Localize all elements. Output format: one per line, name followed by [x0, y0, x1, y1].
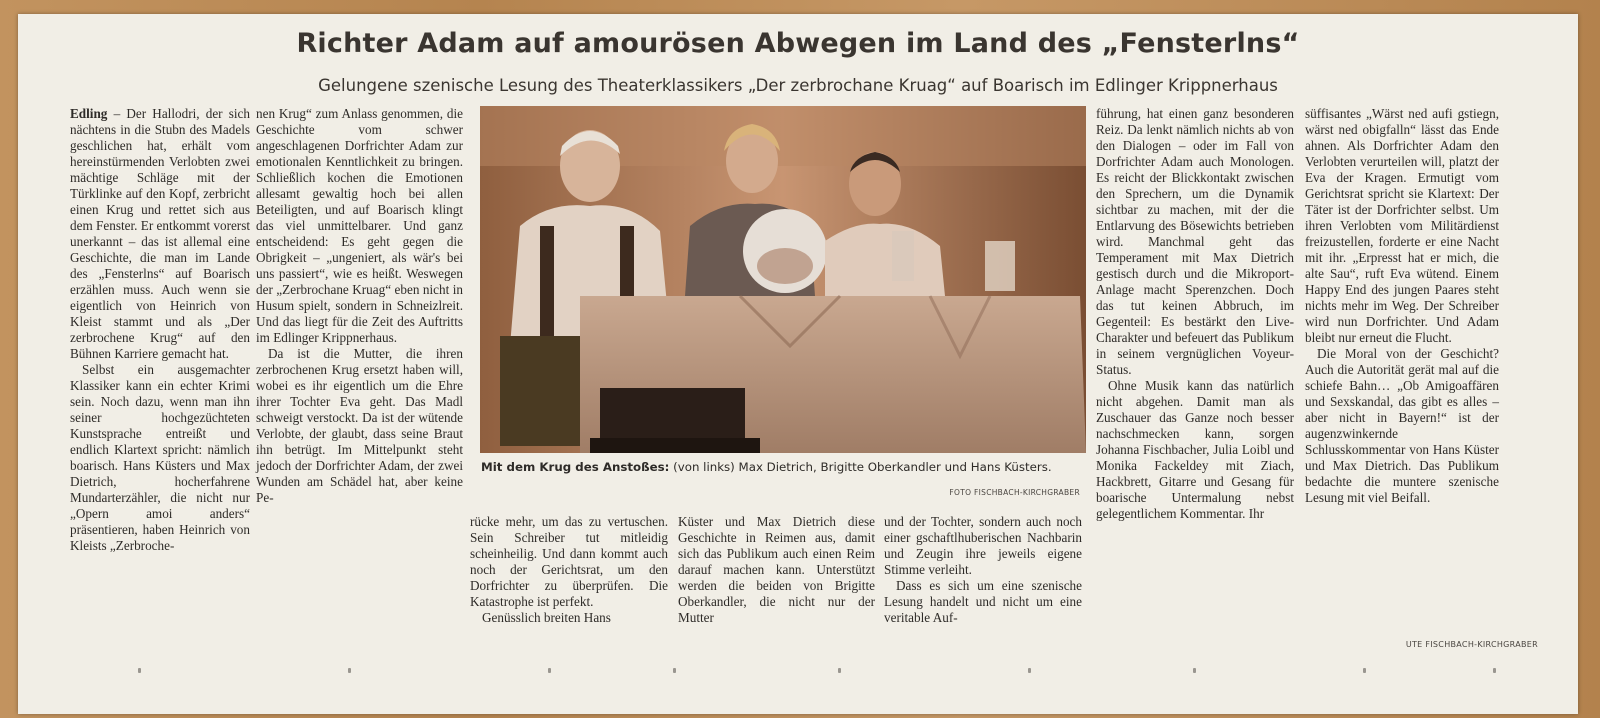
- perforation-mark: [1193, 668, 1196, 673]
- paragraph: Da ist die Mutter, die ihren zerbrochenen Krug ersetzt haben will, wobei es ihr eigentlich um die Ehre ihrer Tochter Eva geht. Das Madl schweigt verstockt. Da ist der wütende Verlobte, der glaubt, dass seine Braut ihn betrügt. Im Mittelpunkt steht jedoch der Dorfrichter Adam, der zwei Wunden am Schädel hat, aber keine Pe-: [256, 346, 463, 505]
- article-column-7: [1305, 106, 1499, 506]
- perforation-mark: [838, 668, 841, 673]
- paragraph: und der Tochter, sondern auch noch einer gschaftlhuberischen Nachbarin und Zeugin ihre jeweils eigene Stimme verleiht.: [884, 514, 1082, 577]
- newspaper-clipping: [18, 14, 1578, 714]
- perforation-mark: [1028, 668, 1031, 673]
- photo-caption: [481, 459, 1084, 475]
- perforation-mark: [673, 668, 676, 673]
- caption-lead: Mit dem Krug des Anstoßes:: [481, 460, 670, 474]
- article-headline: Richter Adam auf amourösen Abwegen im Land des „Fensterlns“: [296, 28, 1300, 59]
- paragraph: Die Moral von der Geschicht? Auch die Autorität gerät mal auf die schiefe Bahn… „Ob Amigoaffären und Sexskandal, das gibt es alles – aber nicht in Bayern!“ ist der augenzwinkernde Schlusskommentar von Hans Küster und Max Dietrich. Das Publikum bedachte die muntere szenische Lesung mit viel Beifall.: [1305, 346, 1499, 505]
- perforation-mark: [1363, 668, 1366, 673]
- dateline: Edling: [70, 106, 108, 121]
- article-column-3: [470, 514, 668, 626]
- perforation-mark: [138, 668, 141, 673]
- paragraph-text: – Der Hallodri, der sich nächtens in die Stubn des Madels geschlichen hat, erhält vom hereinstürmenden Verlobten zwei mächtige Schläge mit der Türklinke auf den Kopf, zerbricht einen Krug und rettet sich aus dem Fenster. Er entkommt vorerst unerkannt – das ist allemal eine Geschichte, die man im Lande des „Fensterlns“ auf Boarisch erzählen muss. Auch wenn sie eigentlich von Heinrich von Kleist stammt und als „Der zerbrochene Krug“ auf den Bühnen Karriere gemacht hat.: [70, 106, 250, 361]
- paragraph: süffisantes „Wärst ned aufi gstiegn, wärst ned obigfalln“ lässt das Ende ahnen. Als Dorfrichter Adam den Verlobten verurteilen will, platzt der Eva der Kragen. Ermutigt vom Gerichtsrat spricht sie Klartext: Der Täter ist der Dorfrichter selbst. Um ihren Verlobten vom Militärdienst freizustellen, forderte er eine Nacht mit ihr. „Erpresst hat er mich, die alte Sau“, ruft Eva wütend. Einem Happy End des jungen Paares steht nichts mehr im Weg. Der Schreiber wird nun Dorfrichter. Und Adam bleibt nur erneut die Flucht.: [1305, 106, 1499, 345]
- paragraph: Genüsslich breiten Hans: [482, 610, 611, 625]
- paragraph: [70, 106, 250, 362]
- perforation-mark: [348, 668, 351, 673]
- article-column-6: [1096, 106, 1294, 522]
- article-column-5: [884, 514, 1082, 626]
- perforation-mark: [1493, 668, 1496, 673]
- paragraph: Ohne Musik kann das natürlich nicht abgehen. Damit man als Zuschauer das Ganze noch besser nachschmecken kann, sorgen Johanna Fischbacher, Julia Loibl und Monika Fackeldey mit Ziach, Hackbrett, Gitarre und Gesang für boarische Untermalung nebst gelegentlichem Kommentar. Ihr: [1096, 378, 1294, 521]
- paragraph: Dass es sich um eine szenische Lesung handelt und nicht um eine veritable Auf-: [884, 578, 1082, 625]
- article-column-1: [70, 106, 250, 554]
- paragraph: rücke mehr, um das zu vertuschen. Sein Schreiber tut mitleidig scheinheilig. Und dann kommt auch noch der Gerichtsrat, um den Dorfrichter zu überprüfen. Die Katastrophe ist perfekt.: [470, 514, 668, 609]
- photo-credit: FOTO FISCHBACH-KIRCHGRABER: [949, 488, 1080, 497]
- caption-text: (von links) Max Dietrich, Brigitte Oberkandler und Hans Küsters.: [669, 460, 1052, 474]
- perforation-mark: [548, 668, 551, 673]
- article-column-2: [256, 106, 463, 506]
- article-subheadline: Gelungene szenische Lesung des Theaterklassikers „Der zerbrochane Kruag“ auf Boarisch im Edlinger Krippnerhaus: [318, 76, 1278, 95]
- beer-glass: [985, 241, 1015, 291]
- paragraph: Selbst ein ausgemachter Klassiker kann ein echter Krimi sein. Noch dazu, wenn man ihn seiner hochgezüchteten Kunstsprache entreißt und endlich Klartext spricht: nämlich boarisch. Hans Küsters und Max Dietrich, hocherfahrene Mundarterzähler, die nicht nur „Opern amoi anders“ präsentieren, haben Heinrich von Kleists „Zerbroche-: [70, 362, 250, 553]
- article-column-4: [678, 514, 875, 626]
- article-photo: [480, 106, 1086, 453]
- reading-desk: [600, 388, 745, 438]
- paragraph: Küster und Max Dietrich diese Geschichte in Reimen aus, damit sich das Publikum auch einen Reim darauf machen kann. Unterstützt werden die beiden von Brigitte Oberkandler, die nicht nur der Mutter: [678, 514, 875, 625]
- paragraph: nen Krug“ zum Anlass genommen, die Geschichte vom schwer angeschlagenen Dorfrichter Adam zur emotionalen Kenntlichkeit zu bringen. Schließlich kochen die Emotionen allesamt gewaltig hoch bei allen Beteiligten, und auf Boarisch klingt das viel unmittelbarer. Und ganz entscheidend: Es geht gegen die Obrigkeit – „ungeniert, als wär's bei uns passiert“, wie es heißt. Weswegen der „Zerbrochane Kruag“ eben nicht in Husum spielt, sondern in Schneizlreit. Und das liegt für die Zeit des Auftritts im Edlinger Krippnerhaus.: [256, 106, 463, 345]
- paragraph: führung, hat einen ganz besonderen Reiz. Da lenkt nämlich nichts ab von den Dialogen – oder im Fall von Dorfrichter Adam auch Monologen. Es reicht der Blickkontakt zwischen den Sprechern, um die Dynamik sichtbar zu machen, mit der die Entlarvung des Bösewichts betrieben wird. Manchmal geht das Temperament mit Max Dietrich gestisch durch und die Mikroport-Anlage macht Sperenzchen. Doch das tut keinen Abbruch, im Gegenteil: Es bestärkt den Live-Charakter und befeuert das Publikum in seinem vergnüglichen Voyeur-Status.: [1096, 106, 1294, 377]
- article-author: UTE FISCHBACH-KIRCHGRABER: [1405, 640, 1538, 649]
- theater-reading-photo: [480, 106, 1086, 453]
